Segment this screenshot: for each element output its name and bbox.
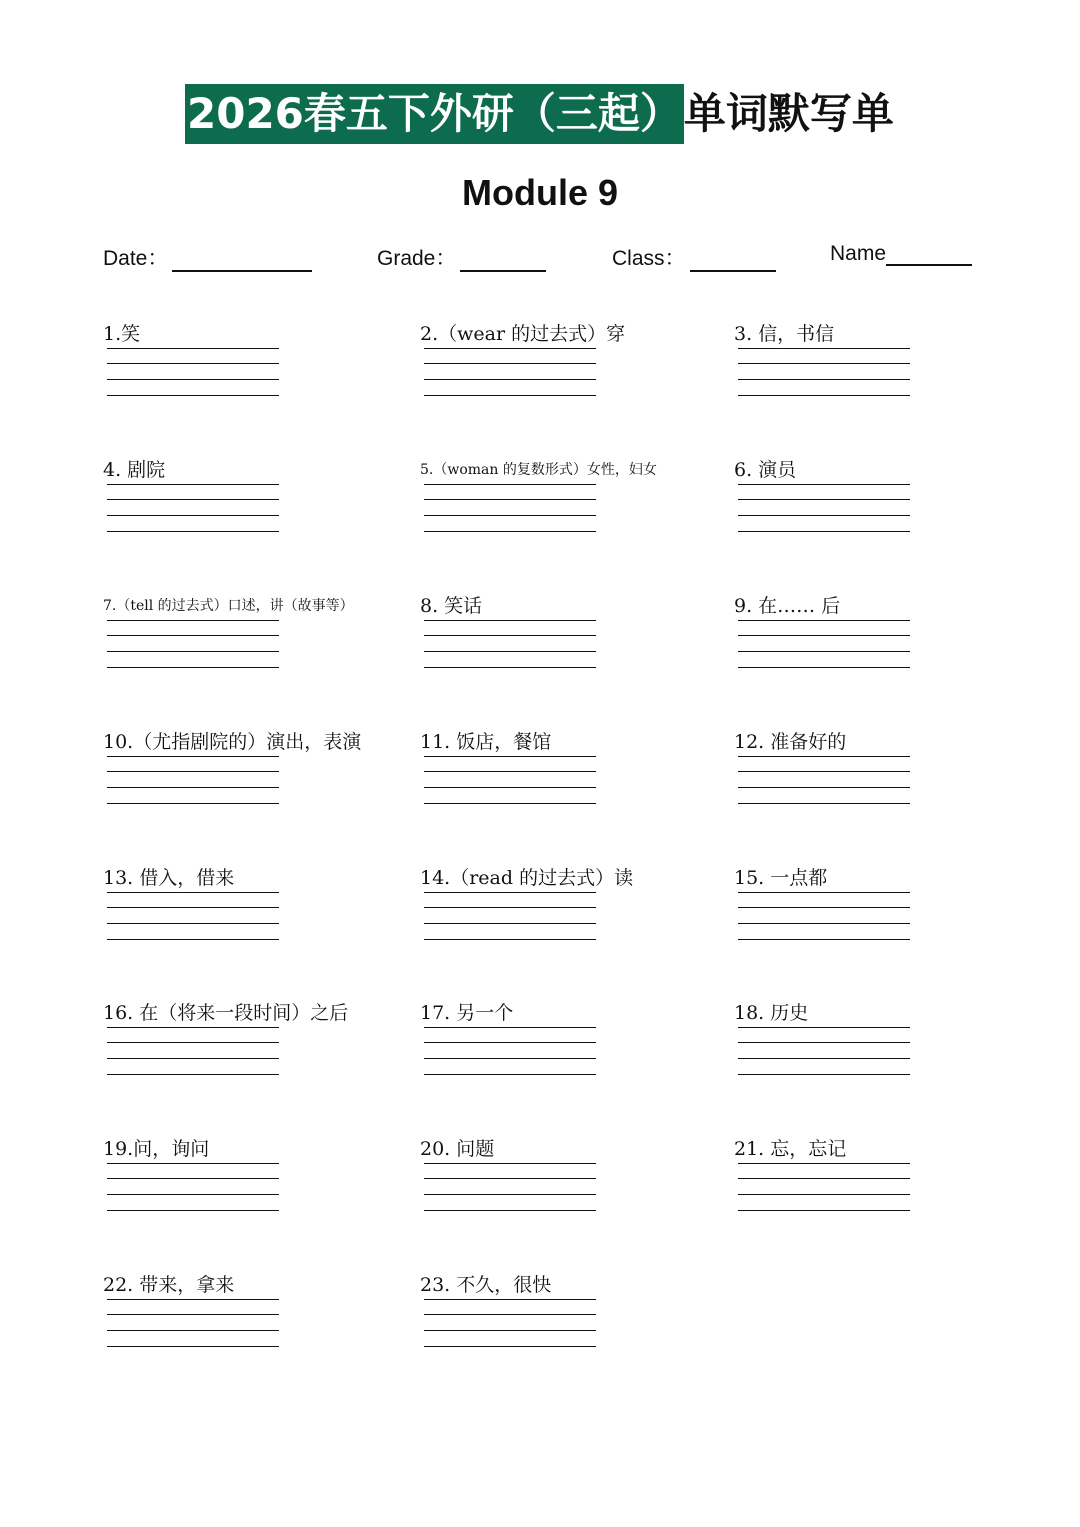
word-item bbox=[103, 456, 403, 536]
word-item bbox=[103, 1271, 403, 1351]
item-label: 20. 问题 bbox=[420, 1138, 495, 1160]
writing-lines[interactable] bbox=[738, 348, 910, 400]
word-item bbox=[734, 864, 1034, 944]
title-rest: 单词默写单 bbox=[683, 89, 894, 138]
item-label: 16. 在（将来一段时间）之后 bbox=[103, 1002, 349, 1024]
writing-lines[interactable] bbox=[107, 892, 279, 944]
writing-lines[interactable] bbox=[107, 756, 279, 808]
item-label: 9. 在…… 后 bbox=[734, 595, 841, 617]
item-label: 4. 剧院 bbox=[103, 459, 166, 481]
word-item bbox=[420, 1271, 720, 1351]
writing-lines[interactable] bbox=[107, 1027, 279, 1079]
word-item bbox=[420, 728, 720, 808]
module-heading: Module 9 bbox=[461, 172, 618, 213]
item-label: 10.（尤指剧院的）演出，表演 bbox=[103, 731, 362, 753]
writing-lines[interactable] bbox=[424, 1299, 596, 1351]
item-label: 21. 忘，忘记 bbox=[734, 1138, 847, 1160]
item-label: 19.问，询问 bbox=[103, 1138, 210, 1160]
word-item bbox=[420, 864, 720, 944]
item-label: 3. 信，书信 bbox=[734, 323, 835, 345]
word-item bbox=[734, 592, 1034, 672]
word-item bbox=[734, 1135, 1034, 1215]
item-label: 1.笑 bbox=[103, 323, 141, 345]
date-label: Date： bbox=[103, 247, 169, 270]
worksheet-title bbox=[185, 84, 894, 144]
writing-lines[interactable] bbox=[738, 756, 910, 808]
word-item bbox=[103, 999, 403, 1079]
name-field bbox=[830, 242, 972, 266]
word-item bbox=[420, 1135, 720, 1215]
item-label: 11. 饭店，餐馆 bbox=[420, 731, 552, 753]
item-label: 14.（read 的过去式）读 bbox=[420, 867, 634, 889]
title-highlight: 2026春五下外研（三起） bbox=[185, 84, 684, 144]
class-label: Class： bbox=[612, 247, 686, 270]
writing-lines[interactable] bbox=[107, 348, 279, 400]
writing-lines[interactable] bbox=[107, 484, 279, 536]
word-item bbox=[103, 592, 403, 672]
writing-lines[interactable] bbox=[424, 348, 596, 400]
item-label: 22. 带来，拿来 bbox=[103, 1274, 235, 1296]
item-label: 23. 不久，很快 bbox=[420, 1274, 552, 1296]
writing-lines[interactable] bbox=[107, 1163, 279, 1215]
item-label: 18. 历史 bbox=[734, 1002, 809, 1024]
class-blank[interactable] bbox=[690, 248, 776, 272]
word-item bbox=[103, 864, 403, 944]
item-label: 8. 笑话 bbox=[420, 595, 483, 617]
date-field bbox=[103, 242, 312, 272]
item-label: 17. 另一个 bbox=[420, 1002, 514, 1024]
item-label: 2.（wear 的过去式）穿 bbox=[420, 323, 626, 345]
writing-lines[interactable] bbox=[738, 1027, 910, 1079]
writing-lines[interactable] bbox=[738, 1163, 910, 1215]
grade-label: Grade： bbox=[377, 247, 457, 270]
word-item bbox=[103, 320, 403, 400]
item-label: 5.（woman 的复数形式）女性，妇女 bbox=[420, 462, 657, 478]
word-item bbox=[734, 320, 1034, 400]
word-item bbox=[734, 999, 1034, 1079]
word-item bbox=[420, 999, 720, 1079]
word-item bbox=[420, 456, 720, 536]
name-label: Name bbox=[830, 242, 887, 265]
word-item bbox=[420, 592, 720, 672]
grade-blank[interactable] bbox=[460, 248, 546, 272]
item-label: 6. 演员 bbox=[734, 459, 797, 481]
word-item bbox=[103, 728, 403, 808]
writing-lines[interactable] bbox=[424, 1163, 596, 1215]
writing-lines[interactable] bbox=[424, 892, 596, 944]
word-item bbox=[734, 728, 1034, 808]
writing-lines[interactable] bbox=[424, 1027, 596, 1079]
word-item bbox=[420, 320, 720, 400]
writing-lines[interactable] bbox=[107, 1299, 279, 1351]
grade-field bbox=[377, 242, 546, 272]
writing-lines[interactable] bbox=[738, 484, 910, 536]
writing-lines[interactable] bbox=[424, 484, 596, 536]
date-blank[interactable] bbox=[172, 248, 312, 272]
writing-lines[interactable] bbox=[738, 892, 910, 944]
word-item bbox=[103, 1135, 403, 1215]
writing-lines[interactable] bbox=[107, 620, 279, 672]
word-item bbox=[734, 456, 1034, 536]
name-blank[interactable] bbox=[886, 242, 972, 266]
writing-lines[interactable] bbox=[424, 756, 596, 808]
item-label: 7.（tell 的过去式）口述，讲（故事等） bbox=[103, 598, 354, 614]
writing-lines[interactable] bbox=[424, 620, 596, 672]
item-label: 15. 一点都 bbox=[734, 867, 828, 889]
writing-lines[interactable] bbox=[738, 620, 910, 672]
item-label: 12. 准备好的 bbox=[734, 731, 847, 753]
class-field bbox=[612, 242, 776, 272]
item-label: 13. 借入，借来 bbox=[103, 867, 235, 889]
